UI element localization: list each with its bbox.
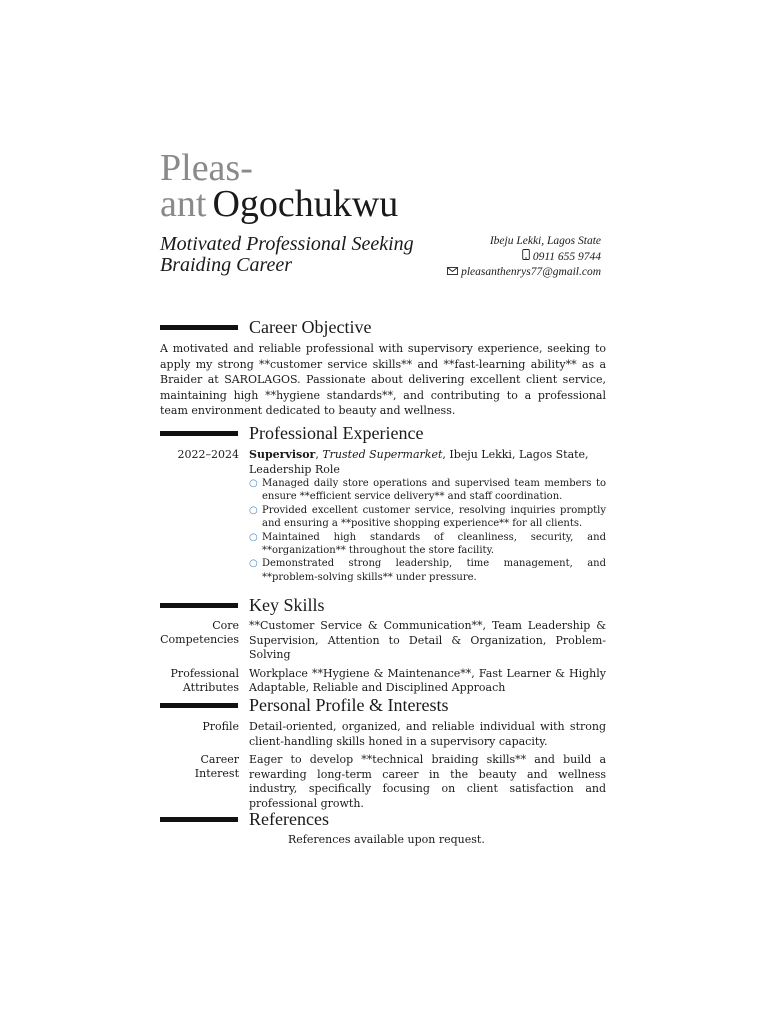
section-rule <box>160 431 238 436</box>
tagline: Motivated Professional Seeking Braiding Career <box>160 233 414 276</box>
profile-label: Profile <box>202 720 239 733</box>
candidate-name <box>160 147 399 225</box>
skills-label: Core Competencies <box>160 619 239 646</box>
first-name-part2: ant <box>160 183 207 225</box>
phone-number[interactable]: 0911 655 9744 <box>532 251 601 263</box>
section-professional-experience <box>160 422 606 584</box>
section-references <box>160 808 606 847</box>
section-rule <box>160 325 238 330</box>
skills-row <box>160 619 606 663</box>
skills-label: Professional Attributes <box>170 666 239 694</box>
job-location: , Ibeju Lekki, Lagos State, <box>442 448 589 461</box>
phone-icon <box>522 249 530 265</box>
circle-bullet-icon: ○ <box>249 531 258 543</box>
list-item: ○ Managed daily store operations and supervised team members to ensure **efficient service delivery** and staff coordination. <box>249 478 606 503</box>
phone-row <box>447 249 601 265</box>
experience-dates: 2022–2024 <box>177 448 239 461</box>
envelope-icon <box>447 265 458 280</box>
skills-text: **Customer Service & Communication**, Team Leadership & Supervision, Attention to Detail & Organization, Problem-Solving <box>249 619 606 661</box>
section-rule <box>160 603 238 608</box>
circle-bullet-icon: ○ <box>249 558 258 570</box>
job-role: Supervisor <box>249 448 316 461</box>
skills-text: Workplace **Hygiene & Maintenance**, Fast Learner & Highly Adaptable, Reliable and Disciplined Approach <box>249 666 606 694</box>
location: Ibeju Lekki, Lagos State <box>489 235 601 247</box>
section-rule <box>160 817 238 822</box>
circle-bullet-icon: ○ <box>249 504 258 516</box>
experience-body: Supervisor, Trusted Supermarket, Ibeju Lekki, Lagos State, Leadership Role ○ Managed daily store operations and supervised team members to ensure **efficient service delivery** and staff coordination. ○ Provided excellent customer service, resolving inquiries promptly and ensuring a **positive shopping experience** for all clients. ○ Maintained high standards of cleanliness, security, and **organization** throughout the store facility. ○ Demonstrated strong leadership, time management, and **problem-solving skills** under pressure. <box>249 448 606 583</box>
list-item: ○ Maintained high standards of cleanliness, security, and **organization** throughout the store facility. <box>249 531 606 557</box>
circle-bullet-icon: ○ <box>249 478 258 489</box>
list-item: ○ Demonstrated strong leadership, time management, and **problem-solving skills** under pressure. <box>249 558 606 583</box>
profile-label: Career Interest <box>194 753 239 780</box>
skills-row <box>160 667 606 696</box>
list-item: ○ Provided excellent customer service, resolving inquiries promptly and ensuring a **positive shopping experience** for all clients. <box>249 504 606 530</box>
first-name-part1: Pleas- <box>160 147 253 189</box>
profile-row <box>160 720 606 749</box>
last-name: Ogochukwu <box>212 183 399 225</box>
section-title: Key Skills <box>249 595 325 615</box>
section-title: Professional Experience <box>249 423 424 443</box>
email-row <box>447 265 601 280</box>
contact-block <box>447 234 601 280</box>
section-title: Career Objective <box>249 317 372 337</box>
references-text: References available upon request. <box>288 833 485 846</box>
profile-text: Eager to develop **technical braiding skills** and build a rewarding long-term career in the beauty and wellness industry, specifically focusing on client satisfaction and professional growth. <box>249 753 606 810</box>
email-address[interactable]: pleasanthenrys77@gmail.com <box>461 266 601 278</box>
section-rule <box>160 703 238 708</box>
objective-text: A motivated and reliable professional with supervisory experience, seeking to apply my strong **customer service skills** and **fast-learning ability** as a Braider at SAROLAGOS. Passionate about delivering excellent client service, maintaining high **hygiene standards**, and contributing to a professional team environment dedicated to beauty and wellness. <box>160 342 606 417</box>
experience-entry <box>160 448 606 584</box>
experience-bullets <box>249 477 606 584</box>
company-name: Trusted Supermarket <box>322 448 443 461</box>
section-career-objective <box>160 316 606 419</box>
section-personal-profile <box>160 694 606 811</box>
profile-text: Detail-oriented, organized, and reliable individual with strong client-handling skills honed in a supervisory capacity. <box>249 720 606 748</box>
section-key-skills <box>160 594 606 696</box>
job-subtitle: Leadership Role <box>249 462 340 476</box>
profile-row <box>160 753 606 811</box>
section-title: References <box>249 809 329 829</box>
section-title: Personal Profile & Interests <box>249 695 449 715</box>
